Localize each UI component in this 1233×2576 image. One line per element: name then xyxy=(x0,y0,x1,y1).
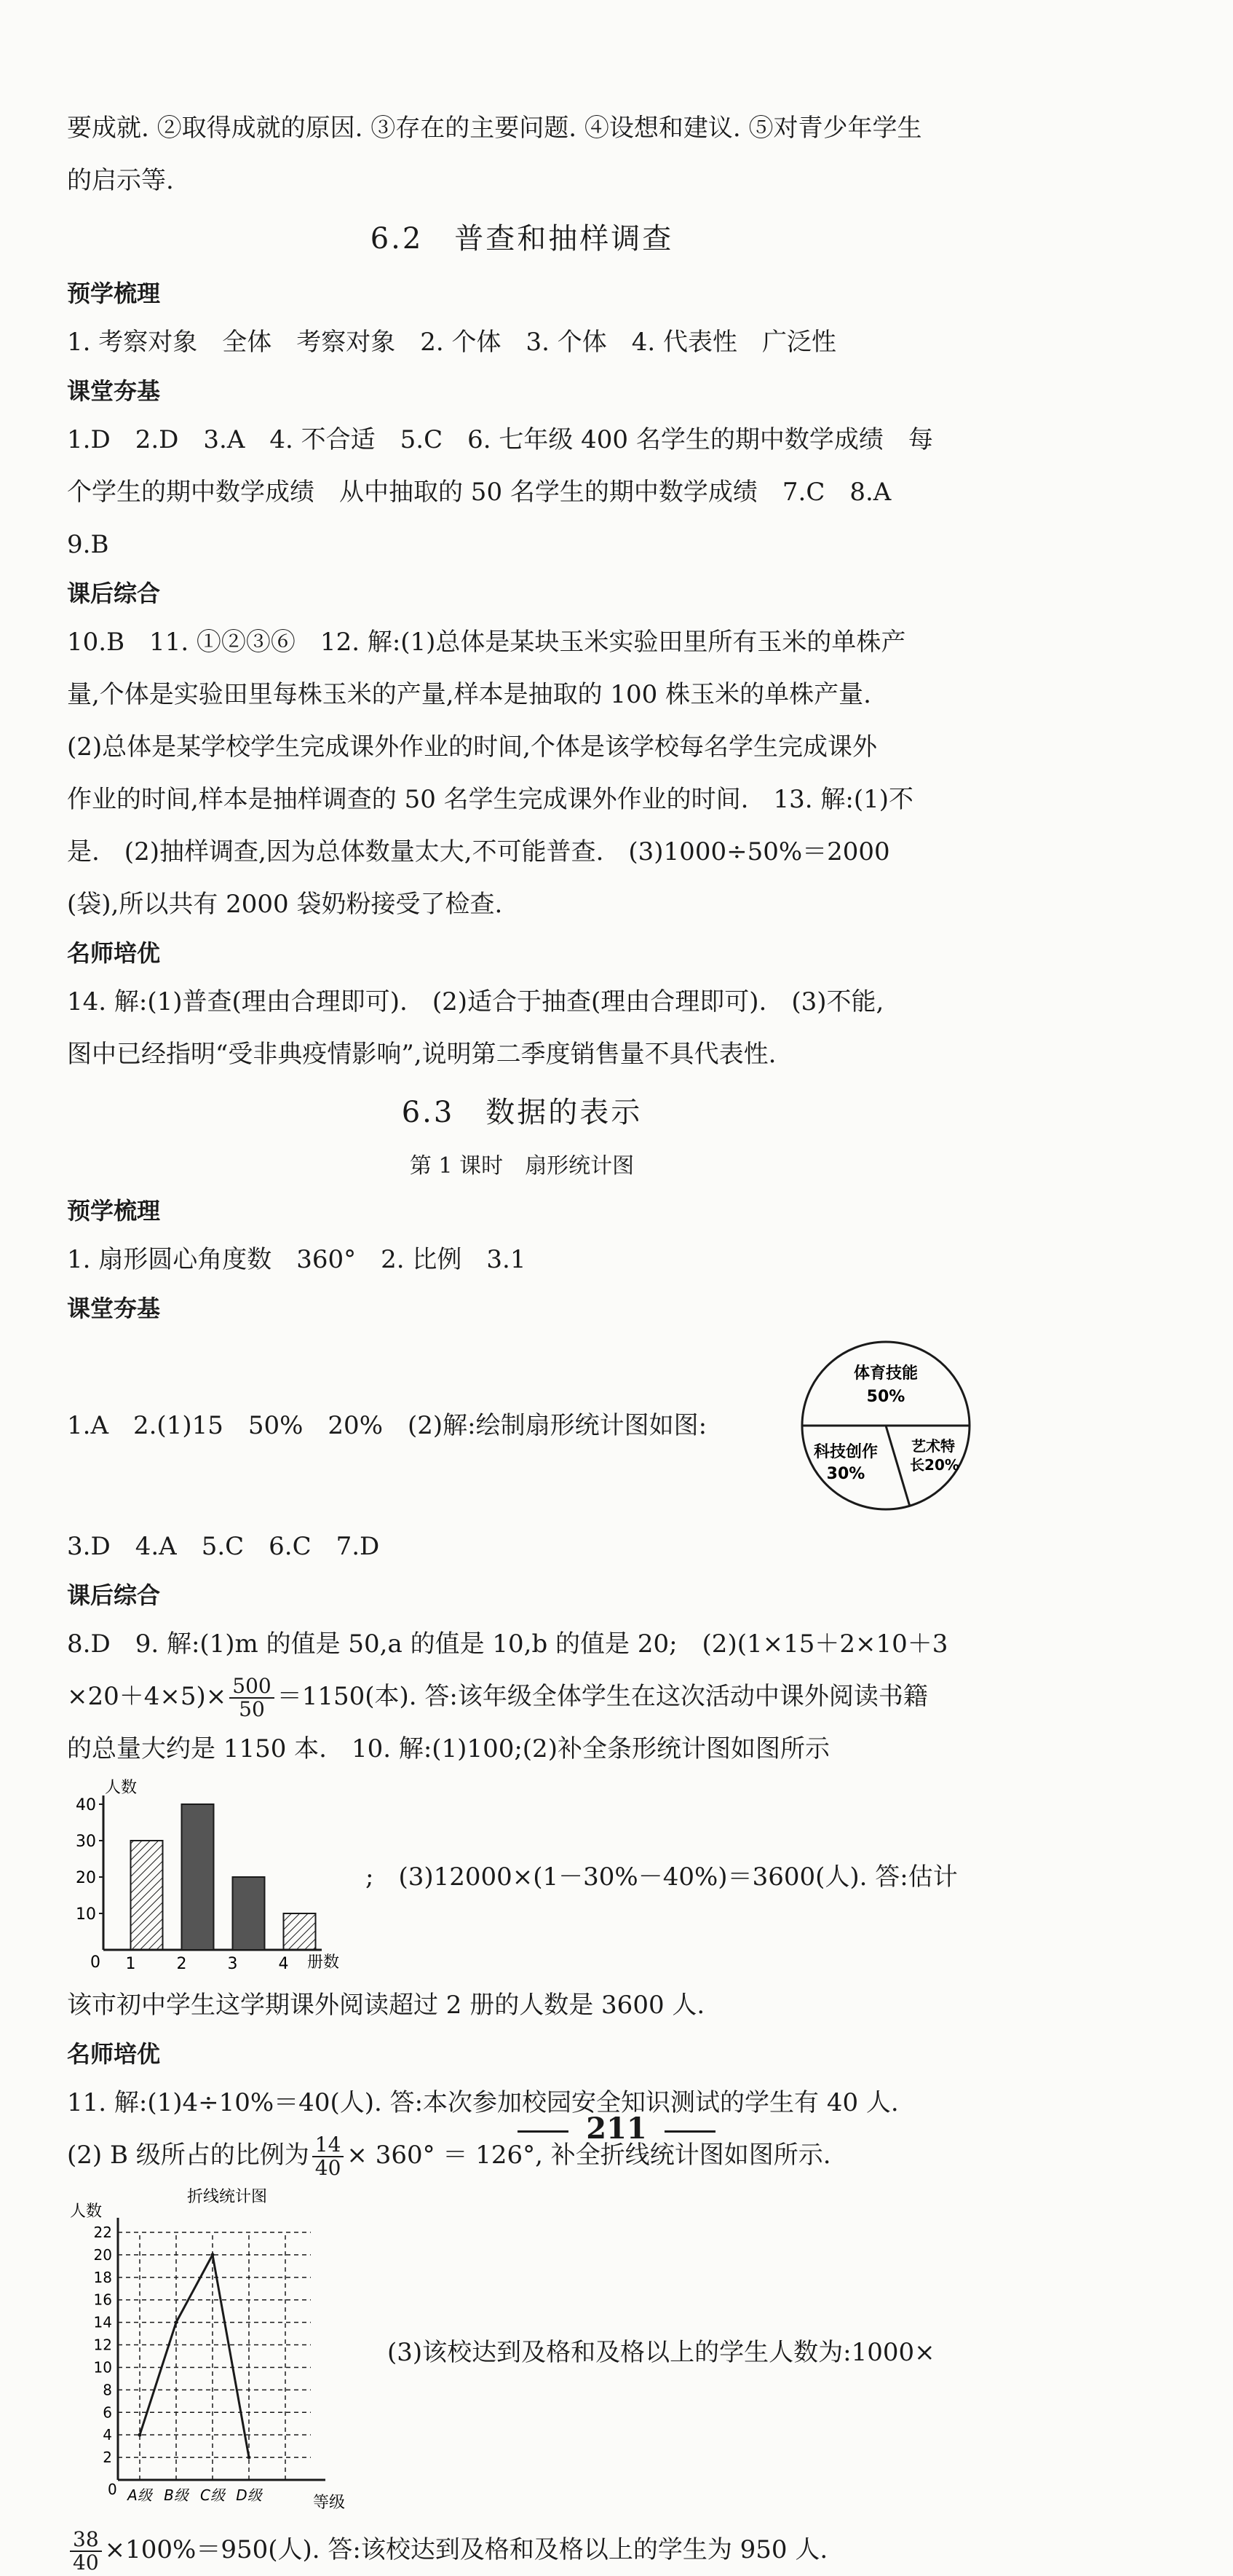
bar xyxy=(182,1804,214,1950)
page-number: 211 xyxy=(586,2111,647,2146)
text-line: 作业的时间,样本是抽样调查的 50 名学生完成课外作业的时间. 13. 解:(1)不 xyxy=(67,785,913,814)
text-line: 8.D 9. 解:(1)m 的值是 50,a 的值是 10,b 的值是 20; (2)(1×15＋2×10＋3 xyxy=(67,1629,948,1659)
fraction-numerator: 14 xyxy=(312,2134,344,2157)
y-tick-label: 10 xyxy=(93,2358,112,2377)
y-tick-label: 20 xyxy=(76,1869,96,1887)
data-point xyxy=(247,2456,251,2460)
y-tick-label: 10 xyxy=(76,1905,96,1924)
origin-label: 0 xyxy=(90,1953,100,1972)
pie-label: 长20% xyxy=(910,1456,959,1474)
line-row xyxy=(67,2181,977,2524)
text-line: 是. (2)抽样调查,因为总体数量太大,不可能普查. (3)1000÷50%＝2000 xyxy=(67,837,890,866)
fraction xyxy=(70,2529,102,2574)
text-line: 11. 解:(1)4÷10%＝40(人). 答:本次参加校园安全知识测试的学生有 40 人. xyxy=(67,2088,899,2117)
y-tick-label: 12 xyxy=(93,2336,112,2354)
y-axis-label: 人数 xyxy=(70,2202,103,2221)
text-fragment: ×100%＝950(人). 答:该校达到及格和及格以上的学生为 950 人. xyxy=(104,2535,828,2564)
text-line: 的启示等. xyxy=(67,166,174,195)
pie-label: 艺术特 xyxy=(911,1437,955,1455)
text-line: 1.A 2.(1)15 50% 20% (2)解:绘制扇形统计图如图: xyxy=(67,1411,707,1440)
fraction-numerator: 38 xyxy=(70,2529,102,2552)
section-heading: 课堂夯基 xyxy=(67,377,161,405)
pie-divider xyxy=(886,1426,910,1506)
section-heading: 预学梳理 xyxy=(67,1197,161,1225)
text-line: 1. 扇形圆心角度数 360° 2. 比例 3.1 xyxy=(67,1245,526,1274)
pie-label: 30% xyxy=(826,1465,865,1483)
x-tick-label: A级 xyxy=(127,2486,152,2504)
fraction xyxy=(229,1675,274,1720)
origin-label: 0 xyxy=(108,2481,117,2498)
text-line: 3.D 4.A 5.C 6.C 7.D xyxy=(67,1532,380,1561)
x-axis-label: 等级 xyxy=(313,2494,346,2512)
fraction-numerator: 500 xyxy=(229,1675,274,1699)
fraction-denominator: 40 xyxy=(314,2156,341,2180)
text-line: (2)总体是某学校学生完成课外作业的时间,个体是该学校每名学生完成课外 xyxy=(67,732,877,762)
footer-dash xyxy=(665,2130,715,2133)
text-line: 1. 考察对象 全体 考察对象 2. 个体 3. 个体 4. 代表性 广泛性 xyxy=(67,328,836,357)
x-tick-label: D级 xyxy=(236,2486,262,2504)
pie-row xyxy=(67,1331,977,1520)
bar xyxy=(233,1877,265,1950)
y-tick-label: 8 xyxy=(103,2381,112,2399)
section-heading: 名师培优 xyxy=(67,2040,161,2068)
x-tick-label: 2 xyxy=(176,1955,187,1973)
text-line: 14. 解:(1)普查(理由合理即可). (2)适合于抽查(理由合理即可). (3)不能, xyxy=(67,987,884,1016)
y-tick-label: 30 xyxy=(76,1833,96,1851)
section-heading: 名师培优 xyxy=(67,939,161,967)
text-fragment: (2) B 级所占的比例为 xyxy=(67,2141,309,2170)
pie-chart xyxy=(795,1335,977,1517)
x-tick-label: 4 xyxy=(278,1955,289,1973)
answer-page xyxy=(67,102,977,2576)
data-point xyxy=(138,2433,142,2437)
y-tick-label: 14 xyxy=(93,2313,112,2331)
section-heading: 课后综合 xyxy=(67,1581,161,1609)
bar-row xyxy=(67,1775,977,1979)
section-title: 6.3 数据的表示 xyxy=(401,1096,643,1129)
y-tick-label: 20 xyxy=(93,2245,112,2264)
text-line: 量,个体是实验田里每株玉米的产量,样本是抽取的 100 株玉米的单株产量. xyxy=(67,680,871,709)
text-line: (3)该校达到及格和及格以上的学生人数为:1000× xyxy=(387,2338,935,2367)
line-chart xyxy=(67,2181,373,2524)
y-tick-label: 4 xyxy=(103,2426,112,2444)
x-tick-label: C级 xyxy=(200,2486,225,2504)
text-line: (袋),所以共有 2000 袋奶粉接受了检查. xyxy=(67,890,503,919)
y-tick-label: 6 xyxy=(103,2403,112,2422)
text-line xyxy=(67,2524,977,2576)
text-line: 个学生的期中数学成绩 从中抽取的 50 名学生的期中数学成绩 7.C 8.A xyxy=(67,478,892,507)
y-tick-label: 18 xyxy=(93,2268,112,2286)
footer-dash xyxy=(518,2130,568,2133)
fraction-denominator: 40 xyxy=(73,2551,99,2575)
x-tick-label: 1 xyxy=(125,1955,136,1973)
chart-title: 折线统计图 xyxy=(186,2188,268,2206)
pie-label: 体育技能 xyxy=(853,1364,919,1383)
x-axis-label: 册数 xyxy=(307,1953,340,1972)
lesson-subtitle: 第 1 课时 扇形统计图 xyxy=(409,1153,635,1179)
pie-label: 科技创作 xyxy=(813,1443,879,1461)
y-axis-label: 人数 xyxy=(105,1779,138,1797)
bar xyxy=(131,1841,163,1950)
section-title: 6.2 普查和抽样调查 xyxy=(370,222,674,256)
y-tick-label: 2 xyxy=(103,2449,112,2467)
section-heading: 课堂夯基 xyxy=(67,1295,161,1322)
text-fragment: ×20＋4×5)× xyxy=(67,1682,227,1711)
text-line: 9.B xyxy=(67,530,109,559)
fraction-denominator: 50 xyxy=(239,1697,265,1721)
bar-chart xyxy=(67,1775,358,1979)
data-point xyxy=(175,2320,178,2324)
text-line: 1.D 2.D 3.A 4. 不合适 5.C 6. 七年级 400 名学生的期中数学成绩 每 xyxy=(67,425,933,454)
y-tick-label: 16 xyxy=(93,2291,112,2309)
section-heading: 预学梳理 xyxy=(67,280,161,307)
text-line: 该市初中学生这学期课外阅读超过 2 册的人数是 3600 人. xyxy=(67,1991,705,2020)
x-tick-label: B级 xyxy=(164,2486,189,2504)
text-fragment: ＝1150(本). 答:该年级全体学生在这次活动中课外阅读书籍 xyxy=(277,1682,928,1711)
x-tick-label: 3 xyxy=(227,1955,238,1973)
section-heading: 课后综合 xyxy=(67,580,161,607)
pie-label: 50% xyxy=(866,1388,905,1406)
y-tick-label: 22 xyxy=(93,2224,112,2241)
y-tick-label: 40 xyxy=(76,1796,96,1814)
text-line: 10.B 11. ①②③⑥ 12. 解:(1)总体是某块玉米实验田里所有玉米的单株产 xyxy=(67,628,906,657)
data-point xyxy=(211,2253,215,2256)
text-fragment: × 360° ＝ 126°, 补全折线统计图如图所示. xyxy=(346,2141,831,2170)
text-line: 图中已经指明“受非典疫情影响”,说明第二季度销售量不具代表性. xyxy=(67,1040,777,1069)
text-line: ; (3)12000×(1－30%－40%)＝3600(人). 答:估计 xyxy=(365,1862,958,1892)
text-line: 要成就. ②取得成就的原因. ③存在的主要问题. ④设想和建议. ⑤对青少年学生 xyxy=(67,114,922,143)
page-footer xyxy=(0,2111,1233,2146)
bar xyxy=(284,1913,316,1950)
series-line xyxy=(140,2255,249,2457)
text-line xyxy=(67,1670,977,1723)
text-line: 的总量大约是 1150 本. 10. 解:(1)100;(2)补全条形统计图如图所示 xyxy=(67,1734,830,1763)
